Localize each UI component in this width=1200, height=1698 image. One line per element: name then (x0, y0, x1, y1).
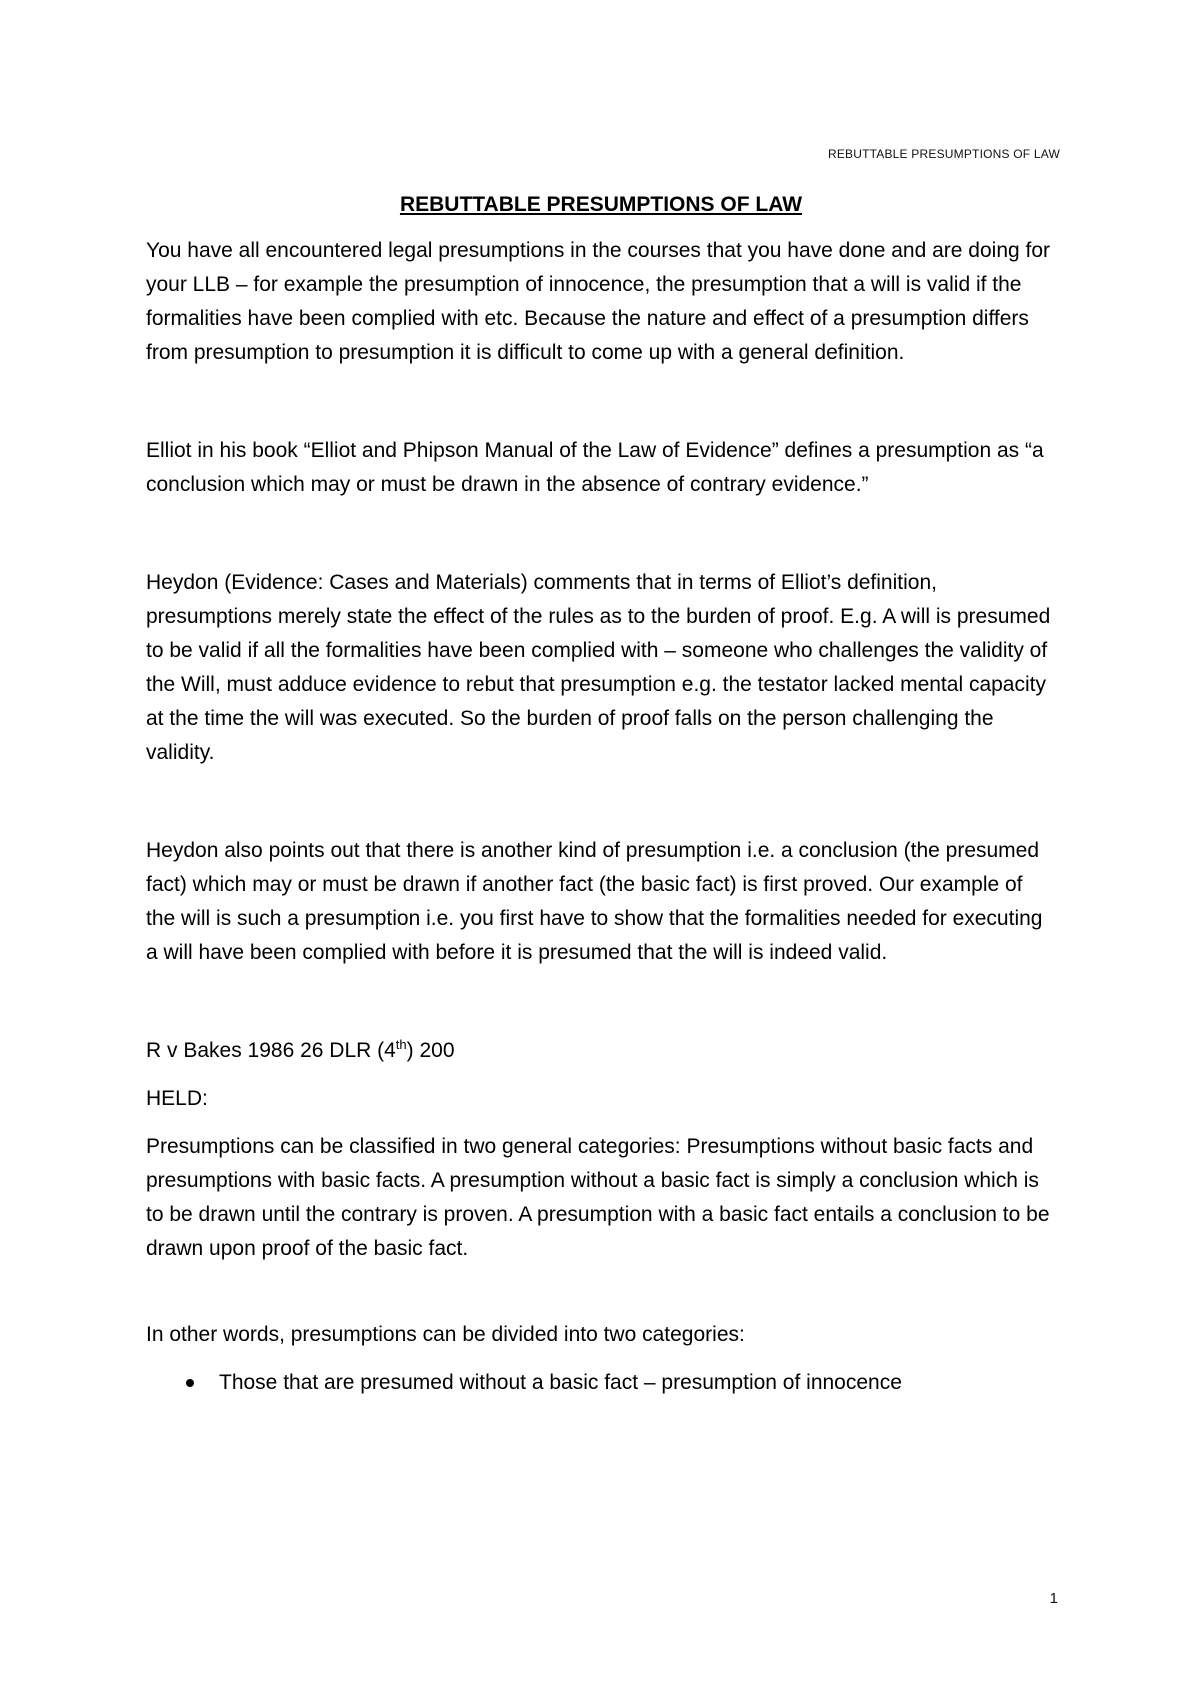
case-citation-superscript: th (395, 1037, 407, 1052)
document-title: REBUTTABLE PRESUMPTIONS OF LAW (399, 193, 803, 216)
paragraph-intro: You have all encountered legal presumptions in the courses that you have done and are doing for your LLB – for example the presumption of innocence, the presumption that a will is valid if the formalities have been complied with etc. Because the nature and effect of a presumption differs from presumption to presumption it is difficult to come up with a general definition. (146, 239, 1051, 364)
page-number: 1 (1049, 1590, 1058, 1607)
bullet-icon (186, 1379, 194, 1387)
paragraph-elliot-definition: Elliot in his book “Elliot and Phipson Manual of the Law of Evidence” defines a presumption as “a conclusion which may or must be drawn in the absence of contrary evidence.” (146, 439, 1044, 496)
case-citation-end: ) 200 (406, 1039, 455, 1062)
spacer (146, 1068, 1056, 1082)
spacer (146, 1352, 1056, 1366)
paragraph-heydon-basic-fact: Heydon also points out that there is another kind of presumption i.e. a conclusion (the presumed fact) which may or must be drawn if another fact (the basic fact) is first proved. Our example of the will is such a presumption i.e. you first have to show that the formalities needed for executing a will have been complied with before it is presumed that the will is indeed valid. (146, 839, 1043, 964)
spacer (146, 770, 1056, 834)
categories-list (146, 1366, 1056, 1400)
spacer (146, 1266, 1056, 1318)
spacer (146, 1116, 1056, 1130)
spacer (146, 970, 1056, 1034)
held-text: Presumptions can be classified in two general categories: Presumptions without basic facts and presumptions with basic facts. A presumption without a basic fact is simply a conclusion which is to be drawn until the contrary is proven. A presumption with a basic fact entails a conclusion to be drawn upon proof of the basic fact. (146, 1135, 1050, 1260)
summary-intro: In other words, presumptions can be divided into two categories: (146, 1323, 745, 1346)
spacer (146, 502, 1056, 566)
list-item-text: Those that are presumed without a basic fact – presumption of innocence (219, 1371, 902, 1394)
held-label: HELD: (146, 1087, 208, 1110)
document-body (146, 190, 1056, 1400)
case-citation-main: R v Bakes 1986 26 DLR (4 (146, 1039, 396, 1062)
list-item (146, 1366, 1056, 1400)
spacer (146, 370, 1056, 434)
running-header: REBUTTABLE PRESUMPTIONS OF LAW (827, 147, 1060, 161)
case-citation (146, 1034, 1056, 1068)
paragraph-heydon-comment: Heydon (Evidence: Cases and Materials) comments that in terms of Elliot’s definition, presumptions merely state the effect of the rules as to the burden of proof. E.g. A will is presumed to be valid if all the formalities have been complied with – someone who challenges the validity of the Will, must adduce evidence to rebut that presumption e.g. the testator lacked mental capacity at the time the will was executed. So the burden of proof falls on the person challenging the validity. (146, 571, 1051, 764)
